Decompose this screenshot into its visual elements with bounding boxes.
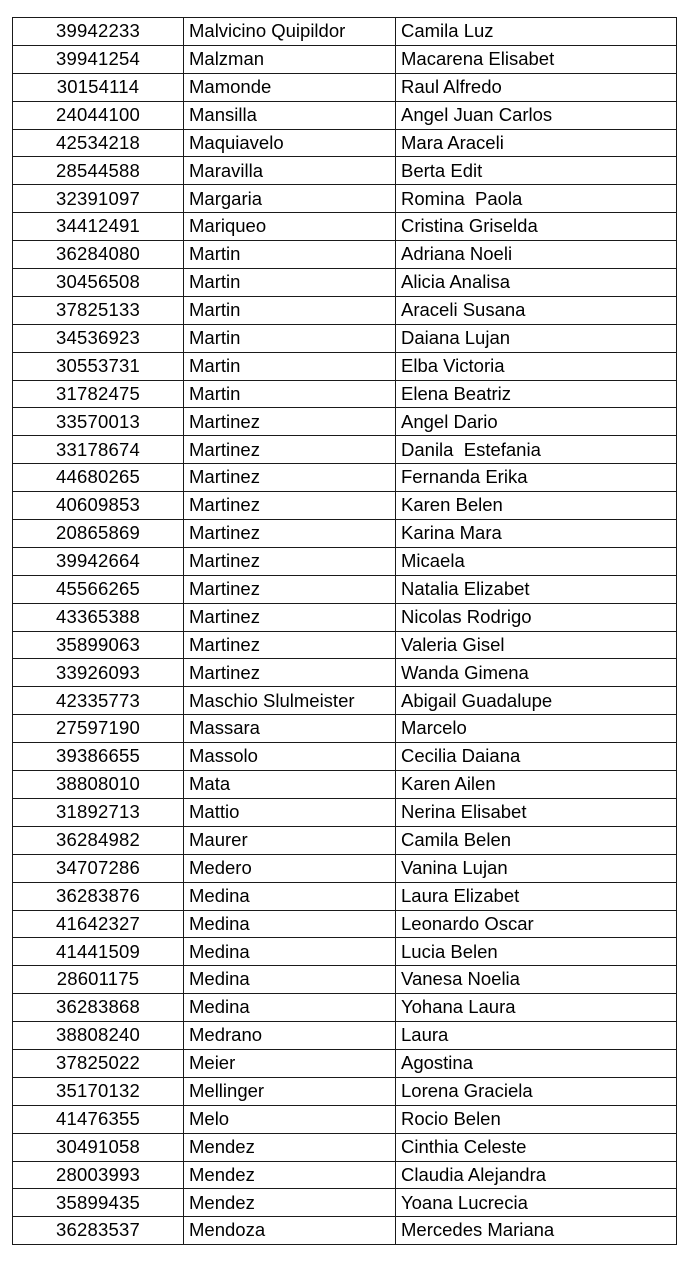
dni-cell: 32391097 (13, 185, 184, 213)
dni-cell: 34412491 (13, 213, 184, 241)
dni-cell: 31782475 (13, 380, 184, 408)
surname-cell: Maravilla (184, 157, 396, 185)
dni-cell: 30456508 (13, 269, 184, 297)
given-name-cell: Camila Luz (396, 18, 677, 46)
table-row (13, 73, 677, 101)
table-row (13, 882, 677, 910)
surname-cell: Martinez (184, 408, 396, 436)
dni-cell: 35170132 (13, 1077, 184, 1105)
table-row (13, 18, 677, 46)
dni-cell: 36284982 (13, 826, 184, 854)
given-name-cell: Angel Juan Carlos (396, 101, 677, 129)
name-list-sheet (12, 17, 676, 1245)
surname-cell: Melo (184, 1105, 396, 1133)
table-row (13, 380, 677, 408)
table-row (13, 1133, 677, 1161)
table-row (13, 45, 677, 73)
dni-cell: 35899435 (13, 1189, 184, 1217)
table-body (13, 18, 677, 1245)
table-row (13, 798, 677, 826)
table-row (13, 324, 677, 352)
table-row (13, 408, 677, 436)
given-name-cell: Nerina Elisabet (396, 798, 677, 826)
given-name-cell: Raul Alfredo (396, 73, 677, 101)
surname-cell: Mendoza (184, 1217, 396, 1245)
surname-cell: Malzman (184, 45, 396, 73)
table-row (13, 826, 677, 854)
surname-cell: Martin (184, 324, 396, 352)
dni-cell: 28601175 (13, 966, 184, 994)
given-name-cell: Alicia Analisa (396, 269, 677, 297)
given-name-cell: Vanesa Noelia (396, 966, 677, 994)
dni-cell: 39386655 (13, 743, 184, 771)
given-name-cell: Nicolas Rodrigo (396, 603, 677, 631)
dni-cell: 30553731 (13, 352, 184, 380)
given-name-cell: Karina Mara (396, 520, 677, 548)
table-row (13, 547, 677, 575)
surname-cell: Medina (184, 966, 396, 994)
given-name-cell: Natalia Elizabet (396, 575, 677, 603)
surname-cell: Martinez (184, 603, 396, 631)
given-name-cell: Romina Paola (396, 185, 677, 213)
given-name-cell: Yoana Lucrecia (396, 1189, 677, 1217)
surname-cell: Martinez (184, 436, 396, 464)
table-row (13, 1161, 677, 1189)
dni-cell: 41642327 (13, 910, 184, 938)
surname-cell: Martinez (184, 492, 396, 520)
given-name-cell: Danila Estefania (396, 436, 677, 464)
table-row (13, 910, 677, 938)
surname-cell: Mendez (184, 1189, 396, 1217)
dni-cell: 39942664 (13, 547, 184, 575)
surname-cell: Martin (184, 352, 396, 380)
table-row (13, 1022, 677, 1050)
given-name-cell: Araceli Susana (396, 296, 677, 324)
given-name-cell: Cristina Griselda (396, 213, 677, 241)
given-name-cell: Angel Dario (396, 408, 677, 436)
dni-cell: 28003993 (13, 1161, 184, 1189)
table-row (13, 101, 677, 129)
table-row (13, 241, 677, 269)
dni-cell: 35899063 (13, 631, 184, 659)
dni-cell: 43365388 (13, 603, 184, 631)
table-row (13, 1217, 677, 1245)
name-list-table (12, 17, 677, 1245)
dni-cell: 27597190 (13, 715, 184, 743)
dni-cell: 38808240 (13, 1022, 184, 1050)
table-row (13, 296, 677, 324)
dni-cell: 38808010 (13, 771, 184, 799)
table-row (13, 966, 677, 994)
dni-cell: 41476355 (13, 1105, 184, 1133)
table-row (13, 269, 677, 297)
surname-cell: Margaria (184, 185, 396, 213)
table-row (13, 938, 677, 966)
surname-cell: Martinez (184, 575, 396, 603)
table-row (13, 213, 677, 241)
dni-cell: 33926093 (13, 659, 184, 687)
surname-cell: Medina (184, 910, 396, 938)
dni-cell: 36283868 (13, 994, 184, 1022)
table-row (13, 575, 677, 603)
given-name-cell: Mercedes Mariana (396, 1217, 677, 1245)
surname-cell: Martinez (184, 547, 396, 575)
dni-cell: 41441509 (13, 938, 184, 966)
given-name-cell: Lucia Belen (396, 938, 677, 966)
surname-cell: Maurer (184, 826, 396, 854)
dni-cell: 37825022 (13, 1049, 184, 1077)
surname-cell: Martin (184, 380, 396, 408)
table-row (13, 715, 677, 743)
dni-cell: 31892713 (13, 798, 184, 826)
dni-cell: 36284080 (13, 241, 184, 269)
surname-cell: Medina (184, 994, 396, 1022)
given-name-cell: Leonardo Oscar (396, 910, 677, 938)
given-name-cell: Laura Elizabet (396, 882, 677, 910)
surname-cell: Mellinger (184, 1077, 396, 1105)
table-row (13, 520, 677, 548)
given-name-cell: Berta Edit (396, 157, 677, 185)
surname-cell: Mattio (184, 798, 396, 826)
table-row (13, 771, 677, 799)
surname-cell: Medrano (184, 1022, 396, 1050)
table-row (13, 854, 677, 882)
dni-cell: 30491058 (13, 1133, 184, 1161)
dni-cell: 39941254 (13, 45, 184, 73)
surname-cell: Maquiavelo (184, 129, 396, 157)
surname-cell: Mendez (184, 1161, 396, 1189)
given-name-cell: Abigail Guadalupe (396, 687, 677, 715)
surname-cell: Maschio Slulmeister (184, 687, 396, 715)
table-row (13, 603, 677, 631)
dni-cell: 33570013 (13, 408, 184, 436)
dni-cell: 24044100 (13, 101, 184, 129)
dni-cell: 34536923 (13, 324, 184, 352)
dni-cell: 42335773 (13, 687, 184, 715)
surname-cell: Massolo (184, 743, 396, 771)
surname-cell: Mendez (184, 1133, 396, 1161)
surname-cell: Mariqueo (184, 213, 396, 241)
given-name-cell: Lorena Graciela (396, 1077, 677, 1105)
given-name-cell: Laura (396, 1022, 677, 1050)
table-row (13, 659, 677, 687)
given-name-cell: Claudia Alejandra (396, 1161, 677, 1189)
table-row (13, 185, 677, 213)
table-row (13, 994, 677, 1022)
table-row (13, 1189, 677, 1217)
given-name-cell: Elena Beatriz (396, 380, 677, 408)
given-name-cell: Marcelo (396, 715, 677, 743)
table-row (13, 1049, 677, 1077)
dni-cell: 37825133 (13, 296, 184, 324)
table-row (13, 157, 677, 185)
dni-cell: 36283876 (13, 882, 184, 910)
surname-cell: Mamonde (184, 73, 396, 101)
given-name-cell: Micaela (396, 547, 677, 575)
dni-cell: 40609853 (13, 492, 184, 520)
dni-cell: 33178674 (13, 436, 184, 464)
surname-cell: Malvicino Quipildor (184, 18, 396, 46)
given-name-cell: Cinthia Celeste (396, 1133, 677, 1161)
table-row (13, 436, 677, 464)
surname-cell: Martin (184, 269, 396, 297)
surname-cell: Martinez (184, 631, 396, 659)
given-name-cell: Valeria Gisel (396, 631, 677, 659)
table-row (13, 129, 677, 157)
surname-cell: Martinez (184, 520, 396, 548)
table-row (13, 687, 677, 715)
given-name-cell: Wanda Gimena (396, 659, 677, 687)
given-name-cell: Daiana Lujan (396, 324, 677, 352)
dni-cell: 39942233 (13, 18, 184, 46)
given-name-cell: Yohana Laura (396, 994, 677, 1022)
table-row (13, 743, 677, 771)
surname-cell: Martinez (184, 659, 396, 687)
surname-cell: Medina (184, 938, 396, 966)
dni-cell: 20865869 (13, 520, 184, 548)
dni-cell: 42534218 (13, 129, 184, 157)
surname-cell: Martin (184, 296, 396, 324)
given-name-cell: Karen Belen (396, 492, 677, 520)
surname-cell: Martin (184, 241, 396, 269)
table-row (13, 1105, 677, 1133)
given-name-cell: Mara Araceli (396, 129, 677, 157)
given-name-cell: Rocio Belen (396, 1105, 677, 1133)
given-name-cell: Agostina (396, 1049, 677, 1077)
given-name-cell: Cecilia Daiana (396, 743, 677, 771)
table-row (13, 492, 677, 520)
dni-cell: 44680265 (13, 464, 184, 492)
surname-cell: Mata (184, 771, 396, 799)
surname-cell: Meier (184, 1049, 396, 1077)
dni-cell: 30154114 (13, 73, 184, 101)
dni-cell: 36283537 (13, 1217, 184, 1245)
table-row (13, 352, 677, 380)
dni-cell: 34707286 (13, 854, 184, 882)
given-name-cell: Macarena Elisabet (396, 45, 677, 73)
table-row (13, 631, 677, 659)
surname-cell: Massara (184, 715, 396, 743)
dni-cell: 28544588 (13, 157, 184, 185)
given-name-cell: Fernanda Erika (396, 464, 677, 492)
given-name-cell: Elba Victoria (396, 352, 677, 380)
given-name-cell: Karen Ailen (396, 771, 677, 799)
surname-cell: Medina (184, 882, 396, 910)
table-row (13, 464, 677, 492)
surname-cell: Medero (184, 854, 396, 882)
surname-cell: Martinez (184, 464, 396, 492)
table-row (13, 1077, 677, 1105)
dni-cell: 45566265 (13, 575, 184, 603)
given-name-cell: Camila Belen (396, 826, 677, 854)
given-name-cell: Adriana Noeli (396, 241, 677, 269)
given-name-cell: Vanina Lujan (396, 854, 677, 882)
surname-cell: Mansilla (184, 101, 396, 129)
